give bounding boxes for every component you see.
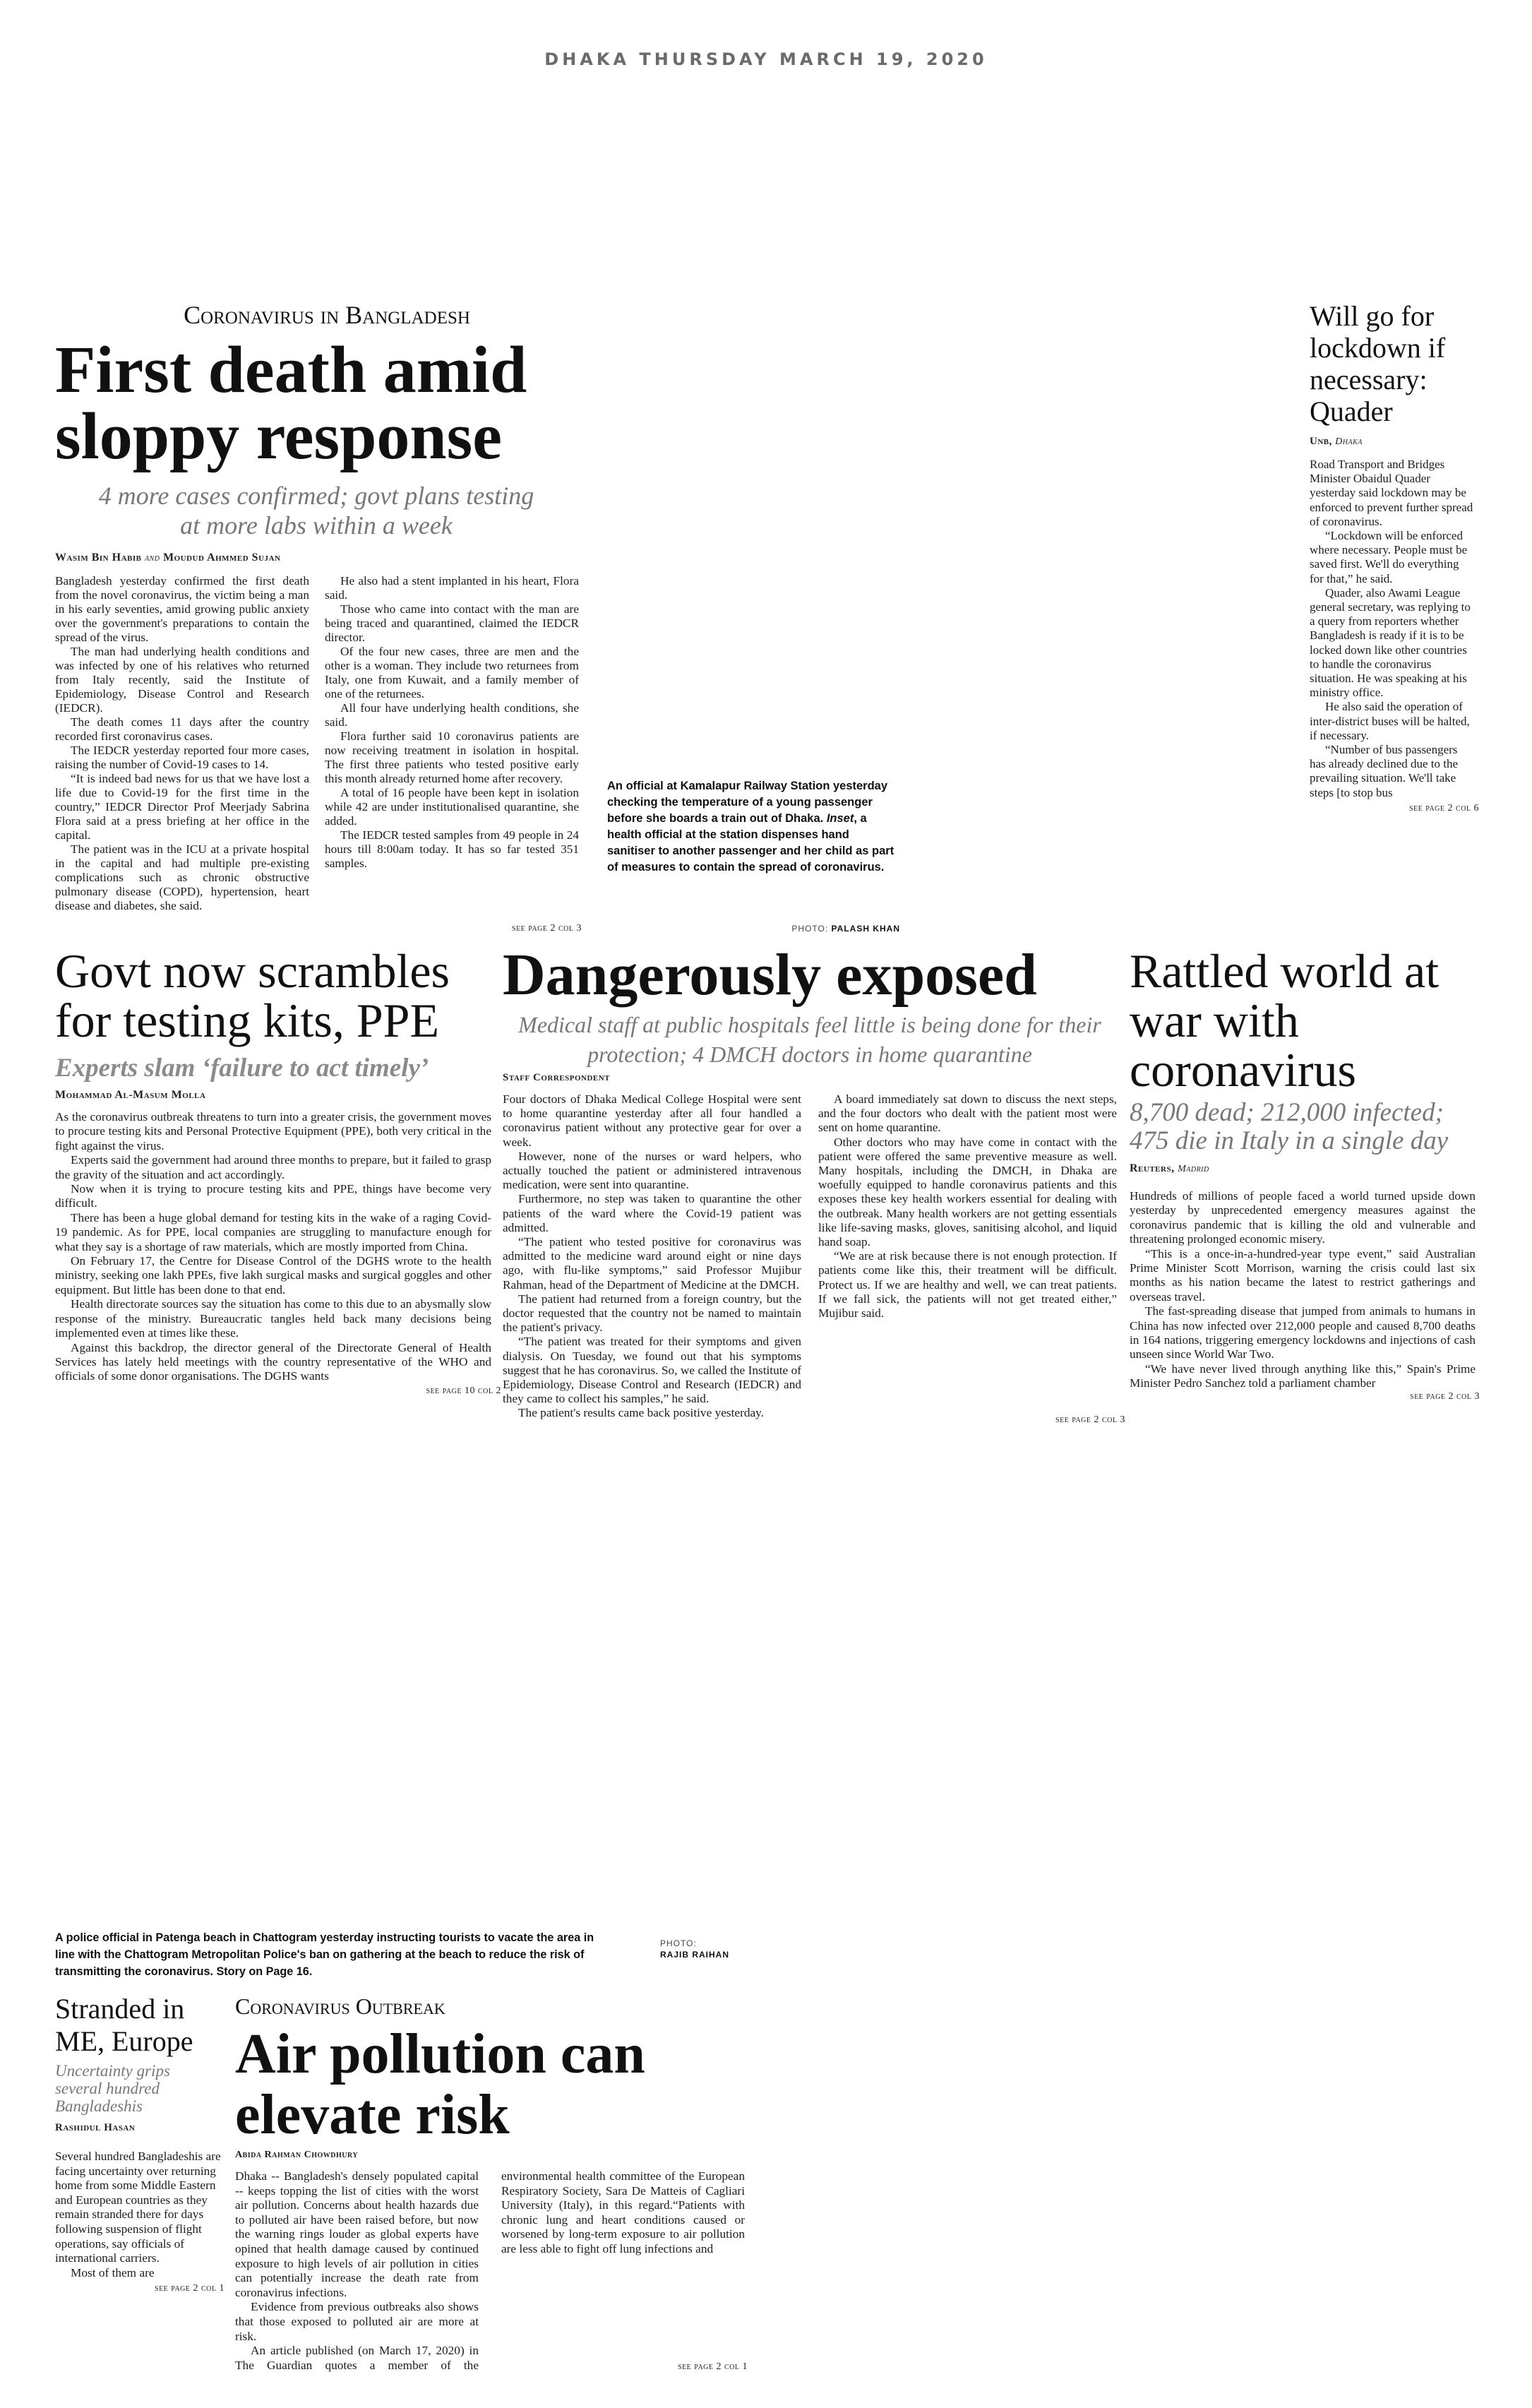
paragraph: The fast-spreading disease that jumped from animals to humans in China has now infected over 212,000 people and caused 8,700 deaths in 164 nations, triggering emergency lockdowns and injections of cash unseen since World War Two. [1130, 1304, 1476, 1361]
see-page-link[interactable]: see page 2 col 3 [1410, 1390, 1480, 1402]
paragraph: The patient was in the ICU at a private hospital in the capital and had multiple pre-existing complications such as chronic obstructive pulmonary disease (COPD), hypertension, heart disease and diabetes, she said. [55, 842, 309, 912]
byline: Abida Rahman Chowdhury [235, 2150, 359, 2160]
paragraph: The IEDCR tested samples from 49 people in 24 hours till 8:00am today. It has so far tested 351 samples. [325, 828, 579, 870]
kicker: Coronavirus in Bangladesh [184, 301, 470, 329]
paragraph: “This is a once-in-a-hundred-year type event,” said Australian Prime Minister Scott Morrison, warning the crisis could last six months as his nation became the latest to restrict gatherings and overseas travel. [1130, 1246, 1476, 1304]
paragraph: A total of 16 people have been kept in isolation while 42 are under institutionalised quarantine, she added. [325, 786, 579, 828]
headline[interactable]: Air pollution can elevate risk [235, 2023, 645, 2146]
paragraph: Of the four new cases, three are men and the other is a woman. They include two returnees from Italy, one from Kuwait, and a family member of one of the returnees. [325, 645, 579, 701]
deck: 8,700 dead; 212,000 infected; 475 die in Italy in a single day [1130, 1098, 1449, 1155]
paragraph: “The patient who tested positive for coronavirus was admitted to the medicine ward around eight or nine days ago, with flu-like symptoms,” said Professor Mujibur Rahman, head of the Department of Medicine at the DMCH. [503, 1235, 801, 1292]
deck: Uncertainty grips several hundred Bangladeshis [55, 2062, 170, 2115]
see-page-link[interactable]: see page 2 col 1 [678, 2361, 748, 2372]
byline [1130, 1162, 1476, 1175]
caption-inset: Inset [826, 812, 854, 825]
dateline-place: Dhaka [1335, 436, 1363, 447]
author: Moudud Ahmmed Sujan [162, 552, 281, 564]
see-page-link[interactable]: see page 10 col 2 [426, 1385, 501, 1396]
byline-and: and [144, 553, 160, 564]
paragraph: “The patient was treated for their symptoms and given dialysis. On Tuesday, we found out that his symptoms suggest that he has coronavirus. So, we called the Institute of Epidemiology, Disease Control and Research (IEDCR) and they came to collect his samples,” he said. [503, 1335, 801, 1406]
paragraph: “It is indeed bad news for us that we have lost a life due to Covid-19 for the first time in the country,” IEDCR Director Prof Meerjady Sabrina Flora said at a press briefing at her office in the capital. [55, 772, 309, 842]
photo-credit [780, 924, 900, 934]
paragraph: The IEDCR yesterday reported four more cases, raising the number of Covid-19 cases to 14. [55, 744, 309, 771]
paragraph: All four have underlying health conditions, she said. [325, 701, 579, 729]
paragraph: The patient's results came back positive yesterday. [518, 1406, 764, 1420]
article-body [55, 2150, 223, 2280]
paragraph: Flora further said 10 coronavirus patients are now receiving treatment in isolation in hospital. The first three patients who tested positive early this month already returned home after recovery. [325, 729, 579, 785]
byline: Mohammad Al-Masum Molla [55, 1089, 206, 1101]
agency: Reuters, [1130, 1162, 1175, 1174]
see-page-link[interactable]: see page 2 col 6 [1409, 802, 1479, 813]
article-body [55, 574, 579, 920]
paragraph: The death comes 11 days after the country recorded first coronavirus cases. [55, 715, 309, 743]
paragraph: Bangladesh yesterday confirmed the first death from the novel coronavirus, the victim being a man in his early seventies, amid growing public anxiety over the government's preparations to contain the spread of the virus. [55, 574, 309, 644]
photo-caption: A police official in Patenga beach in Chattogram yesterday instructing tourists to vacate the area in line with the Chattogram Metropolitan Police's ban on gathering at the beach to reduce the risk of transmitting the coronavirus. Story on Page 16. [55, 1931, 594, 1978]
paragraph: An article published (on March 17, 2020) in The Guardian quotes a member of the environmental health committee of the European Respiratory Society, Sara De Matteis of Cagliari University (Italy), in this regard.“Patients with chronic lung and heart conditions caused or worsened by long-term exposure to air pollution are less able to fight off lung infections and [235, 2169, 745, 2372]
headline[interactable]: Will go for lockdown if necessary: Quader [1310, 300, 1446, 427]
dateline: DHAKA THURSDAY MARCH 19, 2020 [544, 49, 988, 69]
paragraph: Road Transport and Bridges Minister Obaidul Quader yesterday said lockdown may be enforced to prevent further spread of coronavirus. [1310, 458, 1473, 528]
article-rattled-world [1130, 944, 1480, 1402]
credit-name: RAJIB RAIHAN [660, 1950, 730, 1960]
paragraph: Those who came into contact with the man are being traced and quarantined, claimed the IEDCR director. [325, 602, 579, 644]
article-air-pollution [235, 1993, 748, 2373]
paragraph: The patient had returned from a foreign country, but the doctor requested that the country not be named to maintain the patient's privacy. [503, 1292, 801, 1335]
paragraph: Several hundred Bangladeshis are facing uncertainty over returning home from some Middle Eastern and European countries as they remain stranded there for days following suspension of flight operations, say officials of international carriers. [55, 2150, 221, 2265]
paragraph: As the coronavirus outbreak threatens to turn into a greater crisis, the government moves to procure testing kits and Personal Protective Equipment (PPE), both very critical in the fight against the virus. [55, 1110, 491, 1152]
headline[interactable]: Stranded in ME, Europe [55, 1993, 193, 2057]
article-body [235, 2169, 745, 2376]
deck: Medical staff at public hospitals feel little is being done for their protection; 4 DMCH doctors in home quarantine [518, 1012, 1101, 1067]
byline [55, 552, 578, 564]
caption-text: An official at Kamalapur Railway Station yesterday checking the temperature of a young passenger before she boards a train out of Dhaka. [607, 780, 888, 825]
paragraph: There has been a huge global demand for testing kits in the wake of a raging Covid-19 pandemic. As for PPE, local companies are struggling to manufacture enough for what they say is a shortage of raw materials, which are mostly imported from China. [55, 1210, 491, 1253]
article-body [1310, 458, 1476, 800]
photo-caption [607, 778, 900, 876]
byline: Rashidul Hasan [55, 2122, 136, 2133]
article-body [55, 1110, 491, 1384]
article-body [1130, 1189, 1476, 1391]
article-stranded [55, 1993, 223, 2294]
byline [1310, 436, 1476, 448]
headline[interactable]: First death amid sloppy response [55, 333, 527, 473]
photo-credit [660, 1938, 766, 1960]
caption-text: , a health official at the station dispenses hand sanitiser to another passenger and her child as part of measures to contain the spread of coronavirus. [607, 812, 894, 874]
deck: Experts slam ‘failure to act timely’ [55, 1054, 429, 1083]
paragraph: Most of them are [71, 2265, 155, 2279]
headline[interactable]: Govt now scrambles for testing kits, PPE [55, 944, 450, 1047]
dateline-place: Madrid [1178, 1164, 1209, 1174]
paragraph: Four doctors of Dhaka Medical College Hospital were sent to home quarantine yesterday after all four handled a coronavirus patient without any protective gear for over a week. [503, 1092, 801, 1149]
article-first-death [55, 300, 582, 934]
paragraph: “Number of bus passengers has already declined due to the prevailing situation. We'll take steps [to stop bus [1310, 743, 1459, 799]
credit-name: PALASH KHAN [831, 924, 900, 934]
paragraph: Now when it is trying to procure testing kits and PPE, things have become very difficult. [55, 1182, 491, 1210]
paragraph: The man had underlying health conditions and was infected by one of his relatives who returned from Italy recently, said the Institute of Epidemiology, Disease Control and Research (IEDCR). [55, 645, 309, 715]
kicker: Coronavirus Outbreak [235, 1993, 445, 2019]
see-page-link[interactable]: see page 2 col 3 [1055, 1414, 1125, 1425]
paragraph: He also had a stent implanted in his heart, Flora said. [325, 574, 579, 602]
see-page-link[interactable]: see page 2 col 3 [512, 923, 582, 934]
article-lockdown [1310, 300, 1479, 814]
paragraph: “We are at risk because there is not enough protection. If patients come like this, their treatment will be difficult. Protect us. If we are healthy and well, we can treat patients. If we fall sick, the patients will not get treated either,” Mujibur said. [818, 1249, 1117, 1321]
paragraph: A board immediately sat down to discuss the next steps, and the four doctors who dealt with the patient most were sent on home quarantine. [818, 1092, 1117, 1135]
paragraph: However, none of the nurses or ward helpers, who actually touched the patient or administered intravenous medication, were sent into quarantine. [503, 1149, 801, 1192]
headline[interactable]: Dangerously exposed [503, 942, 1037, 1008]
paragraph: Furthermore, no step was taken to quarantine the other patients of the ward where the Covid-19 patient was admitted. [503, 1192, 801, 1234]
paragraph: Dhaka -- Bangladesh's densely populated capital -- keeps topping the list of cities with the worst air pollution. Concerns about health hazards due to polluted air have been raised before, but now the warning rings louder as global experts have opined that health damage caused by continued exposure to high levels of air pollution in cities can potentially increase the death rate from coronavirus infections. [235, 2169, 479, 2299]
byline: Staff Correspondent [503, 1072, 611, 1083]
credit-label: PHOTO: [660, 1938, 697, 1948]
paragraph: On February 17, the Centre for Disease Control of the DGHS wrote to the health ministry, seeking one lakh PPEs, five lakh surgical masks and surgical goggles and other equipment. But little has been done to that end. [55, 1254, 491, 1297]
headline[interactable]: Rattled world at war with coronavirus [1130, 944, 1440, 1097]
paragraph: Against this backdrop, the director general of the Directorate General of Health Services has lately held meetings with the country representative of the WHO and officials of some donor organisations. The DGHS wants [55, 1340, 491, 1383]
see-page-link[interactable]: see page 2 col 1 [155, 2283, 225, 2294]
deck: 4 more cases confirmed; govt plans testing at more labs within a week [98, 482, 534, 540]
paragraph: “We have never lived through anything like this,” Spain's Prime Minister Pedro Sanchez told a parliament chamber [1130, 1361, 1476, 1390]
agency: Unb, [1310, 436, 1332, 447]
paragraph: Other doctors who may have come in contact with the patient were offered the same preventive measure as well. Many hospitals, including the DMCH, in Dhaka are woefully equipped to handle coronavirus patients and this exposes these key health workers essential for dealing with the outbreak. Many health workers are not getting essentials like life-saving masks, gloves, sanitising alcohol, and liquid hand soap. [818, 1135, 1117, 1249]
article-body [503, 1092, 1117, 1430]
author: Wasim Bin Habib [55, 552, 142, 564]
paragraph: Health directorate sources say the situation has come to this due to an abysmally slow response of the ministry. Bureaucratic tangles held back many decisions being implemented even at times like these. [55, 1297, 491, 1340]
credit-label: PHOTO: [791, 924, 832, 934]
article-testing-kits [55, 944, 501, 1397]
paragraph: Hundreds of millions of people faced a world turned upside down yesterday by unprecedented emergency measures against the coronavirus pandemic that is killing the old and vulnerable and threatening prolonged economic misery. [1130, 1189, 1476, 1246]
paragraph: Evidence from previous outbreaks also shows that those exposed to polluted air are more at risk. [235, 2300, 479, 2343]
paragraph: He also said the operation of inter-district buses will be halted, if necessary. [1310, 700, 1470, 742]
article-dangerously-exposed [503, 942, 1125, 1426]
paragraph: “Lockdown will be enforced where necessary. People must be saved first. We'll do everything for that,” he said. [1310, 529, 1468, 585]
paragraph: Quader, also Awami League general secretary, was replying to a query from reporters whether Bangladesh is ready if it is to be locked down like other countries to handle the coronavirus situation. He was speaking at his ministry office. [1310, 585, 1471, 700]
paragraph: Experts said the government had around three months to prepare, but it failed to grasp the gravity of the situation and act accordingly. [55, 1153, 491, 1181]
